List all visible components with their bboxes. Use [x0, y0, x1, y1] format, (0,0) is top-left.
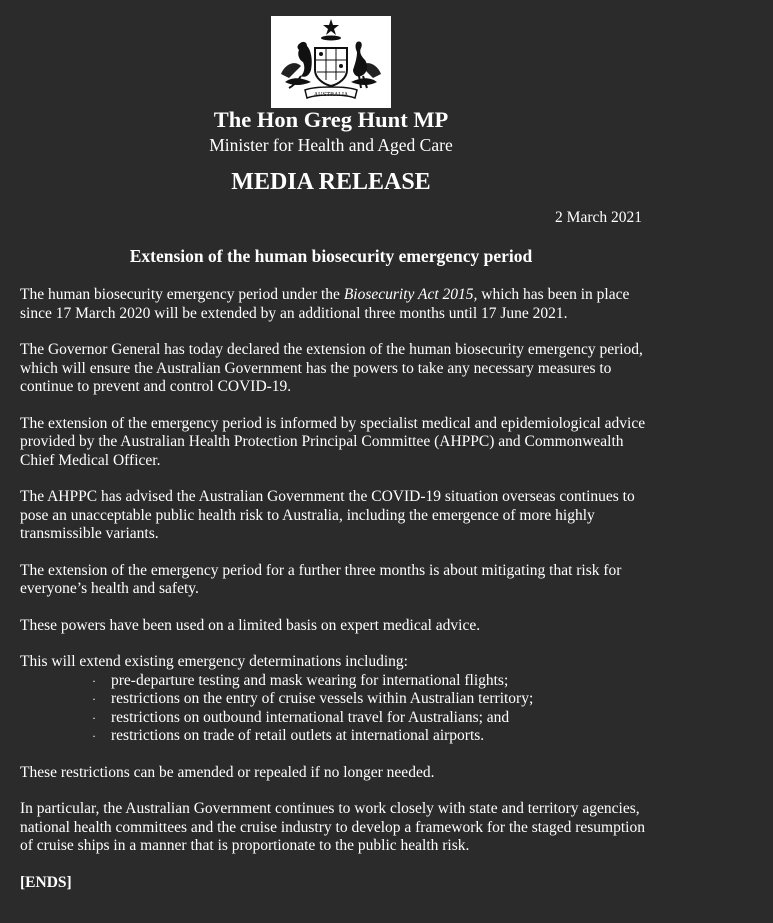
paragraph-1 [20, 286, 660, 323]
release-body [20, 286, 660, 910]
paragraph-4: The AHPPC has advised the Australian Government the COVID-19 situation overseas continues to pose an unacceptable public health risk to Australia, including the emergence of more highly transmissible variants. [20, 488, 635, 542]
list-item-text: restrictions on the entry of cruise vessels within Australian territory; [111, 690, 534, 707]
coat-of-arms-icon [271, 16, 391, 108]
list-item-text: restrictions on outbound international travel for Australians; and [111, 708, 510, 726]
paragraph-1-text-start: The human biosecurity emergency period under the [20, 286, 344, 303]
paragraph-2: The Governor General has today declared the extension of the human biosecurity emergency period, which will ensure the Australian Government has the powers to take any necessary measures to continue to prevent and control COVID-19. [20, 341, 643, 395]
list-item [92, 690, 660, 709]
list-item [92, 727, 660, 746]
minister-name: The Hon Greg Hunt MP [213, 107, 449, 132]
paragraph-9: In particular, the Australian Government continues to work closely with state and territory agencies, national health committees and the cruise industry to develop a framework for the staged resumption of cruise ships in a manner that is proportionate to the public health risk. [20, 800, 645, 854]
bullet-icon: · [92, 692, 96, 706]
list-item-text: pre-departure testing and mask wearing for international flights; [111, 671, 509, 689]
document-type-heading: MEDIA RELEASE [231, 169, 431, 195]
coat-of-arms-logo [271, 16, 391, 108]
list-item [92, 672, 660, 691]
list-item-text: restrictions on trade of retail outlets at international airports. [111, 727, 485, 744]
bullet-icon: · [92, 729, 96, 743]
paragraph-8: These restrictions can be amended or repealed if no longer needed. [20, 763, 435, 781]
crest-scroll-text: AUSTRALIA [314, 92, 348, 98]
list-item [92, 709, 660, 728]
determinations-list [20, 672, 660, 746]
act-name-italic: Biosecurity Act 2015, [343, 286, 478, 303]
paragraph-6: These powers have been used on a limited basis on expert medical advice. [20, 616, 481, 634]
paragraph-3: The extension of the emergency period is informed by specialist medical and epidemiological advice provided by the Australian Health Protection Principal Committee (AHPPC) and Commonwealth Chief Medical Officer. [20, 414, 646, 469]
paragraph-5: The extension of the emergency period for a further three months is about mitigating that risk for everyone’s health and safety. [20, 561, 622, 597]
paragraph-7: This will extend existing emergency determinations including: [20, 653, 408, 670]
release-headline: Extension of the human biosecurity emergency period [129, 246, 533, 266]
bullet-icon: · [92, 673, 96, 688]
minister-title: Minister for Health and Aged Care [209, 135, 453, 155]
ends-marker: [ENDS] [20, 873, 72, 891]
bullet-icon: · [92, 710, 96, 725]
paragraph-1-text-end: which has been in place since 17 March 2020 will be extended by an additional three months until 17 June 2021. [20, 286, 630, 322]
release-date: 2 March 2021 [555, 209, 642, 226]
